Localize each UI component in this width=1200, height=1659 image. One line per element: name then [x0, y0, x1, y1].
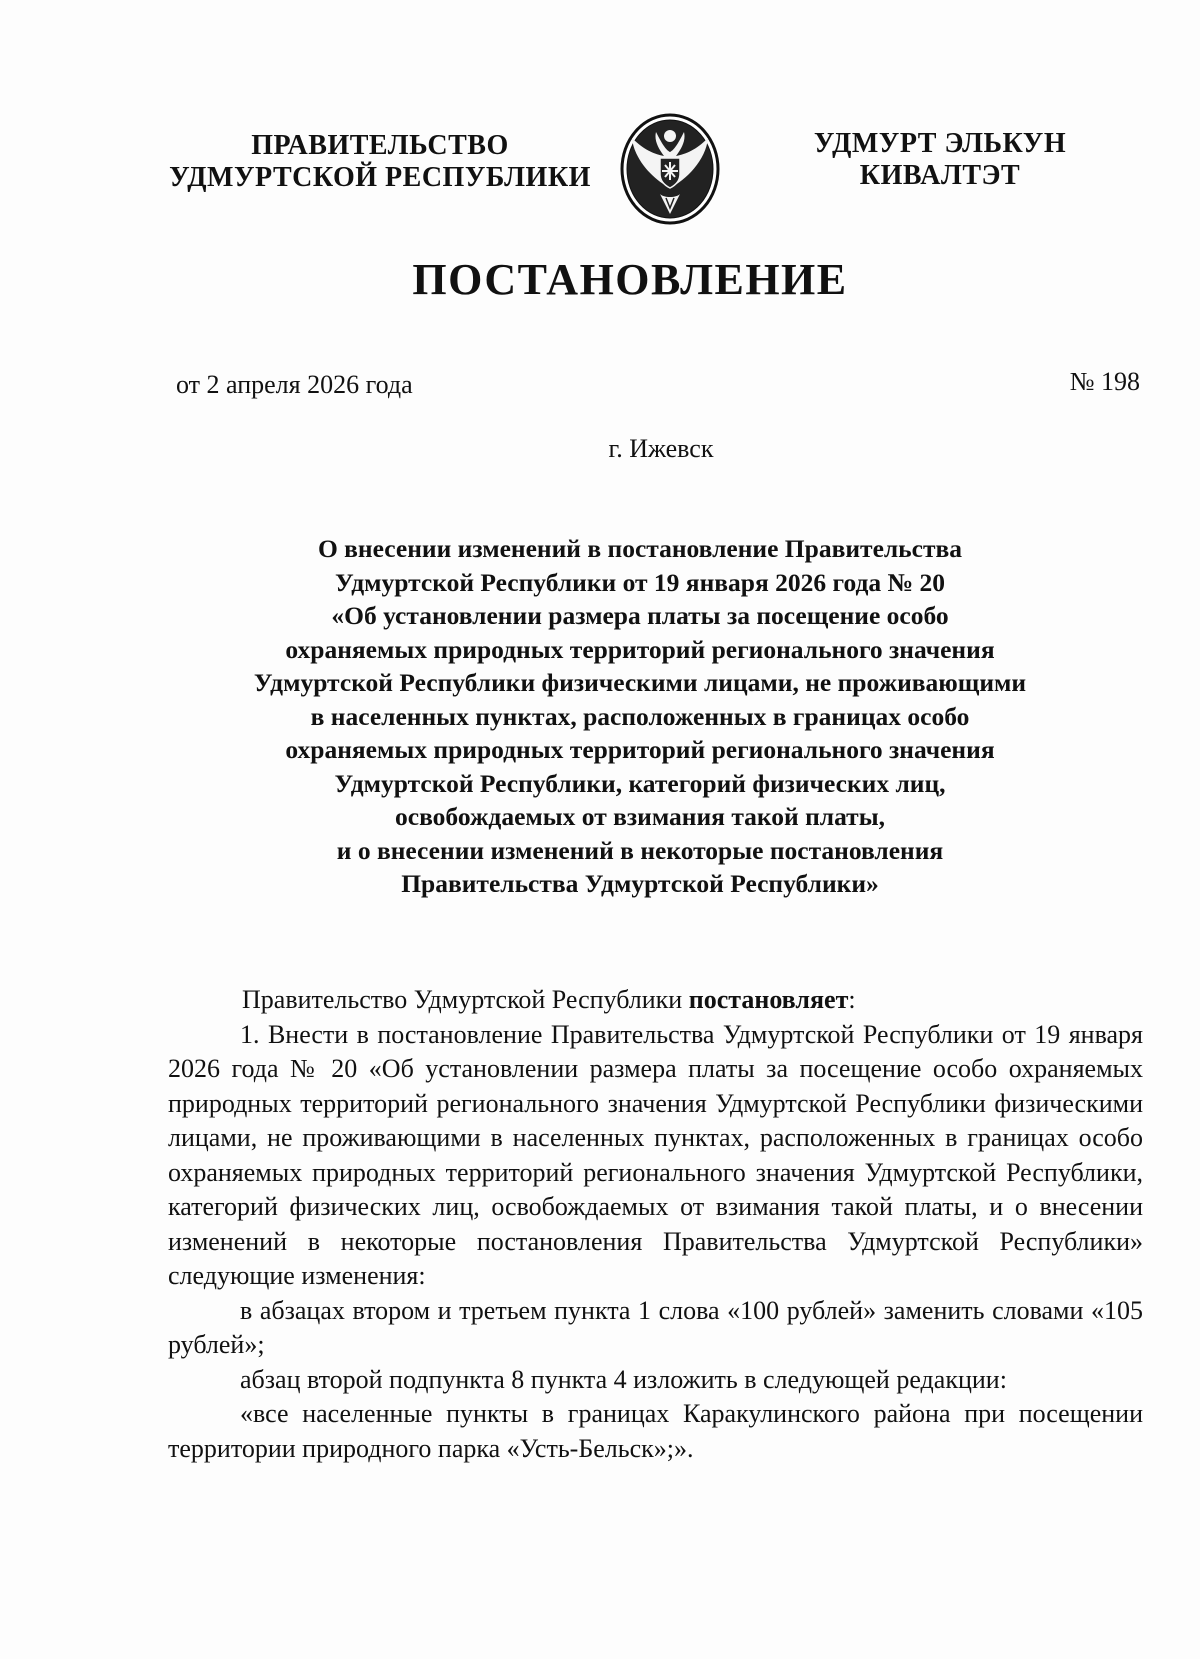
preamble-bold-verb: постановляет	[688, 985, 849, 1014]
government-name-udmurt	[790, 128, 1090, 192]
subject-line: Удмуртской Республики, категорий физических лиц,	[334, 768, 946, 798]
body-paragraph: абзац второй подпункта 8 пункта 4 изложить в следующей редакции:	[240, 1364, 1007, 1394]
header-right-line-1: УДМУРТ ЭЛЬКУН	[813, 128, 1067, 159]
subject-line: Удмуртской Республики от 19 января 2026 года № 20	[334, 567, 946, 597]
document-body	[168, 983, 1143, 1466]
body-paragraph: 1. Внести в постановление Правительства Удмуртской Республики от 19 января 2026 года № 20 «Об установлении размера платы за посещение особо охраняемых природных территорий регионального значения Удмуртской Республики физическими лицами, не проживающими в населенных пунктах, расположенных в границах особо охраняемых природных территорий регионального значения Удмуртской Республики, категорий физических лиц, освобождаемых от взимания такой платы, и о внесении изменений в некоторые постановления Правительства Удмуртской Республики» следующие изменения:	[168, 1019, 1143, 1290]
subject-line: освобождаемых от взимания такой платы,	[395, 802, 885, 831]
government-name-russian	[160, 130, 600, 194]
subject-line: О внесении изменений в постановление Правительства	[317, 534, 963, 563]
document-date: от 2 апреля 2026 года	[176, 370, 413, 399]
document-city: г. Ижевск	[608, 434, 714, 463]
preamble-paragraph	[168, 983, 1143, 1018]
header-left-line-2: УДМУРТСКОЙ РЕСПУБЛИКИ	[169, 162, 591, 193]
subject-line: охраняемых природных территорий регионального значения	[285, 735, 995, 764]
coat-of-arms-icon	[614, 110, 726, 228]
header-left-line-1: ПРАВИТЕЛЬСТВО	[251, 130, 509, 161]
document-subject	[180, 532, 1100, 901]
subject-line: охраняемых природных территорий регионального значения	[285, 634, 995, 664]
document-type-title: ПОСТАНОВЛЕНИЕ	[412, 255, 848, 304]
header-right-line-2: КИВАЛТЭТ	[859, 160, 1021, 191]
body-paragraph: «все населенные пункты в границах Каракулинского района при посещении территории природного парка «Усть-Бельск»;».	[168, 1399, 1143, 1463]
subject-line: Правительства Удмуртской Республики»	[401, 869, 879, 898]
subject-line: «Об установлении размера платы за посещение особо	[331, 601, 949, 630]
subject-line: в населенных пунктах, расположенных в границах особо	[310, 701, 970, 731]
preamble-colon: :	[848, 985, 856, 1014]
subject-line: и о внесении изменений в некоторые постановления	[336, 835, 944, 865]
preamble-text: Правительство Удмуртской Республики	[242, 985, 689, 1014]
subject-line: Удмуртской Республики физическими лицами, не проживающими	[253, 668, 1027, 697]
document-number: № 198	[1069, 367, 1140, 396]
body-paragraph: в абзацах втором и третьем пункта 1 слова «100 рублей» заменить словами «105 рублей»;	[168, 1295, 1143, 1359]
